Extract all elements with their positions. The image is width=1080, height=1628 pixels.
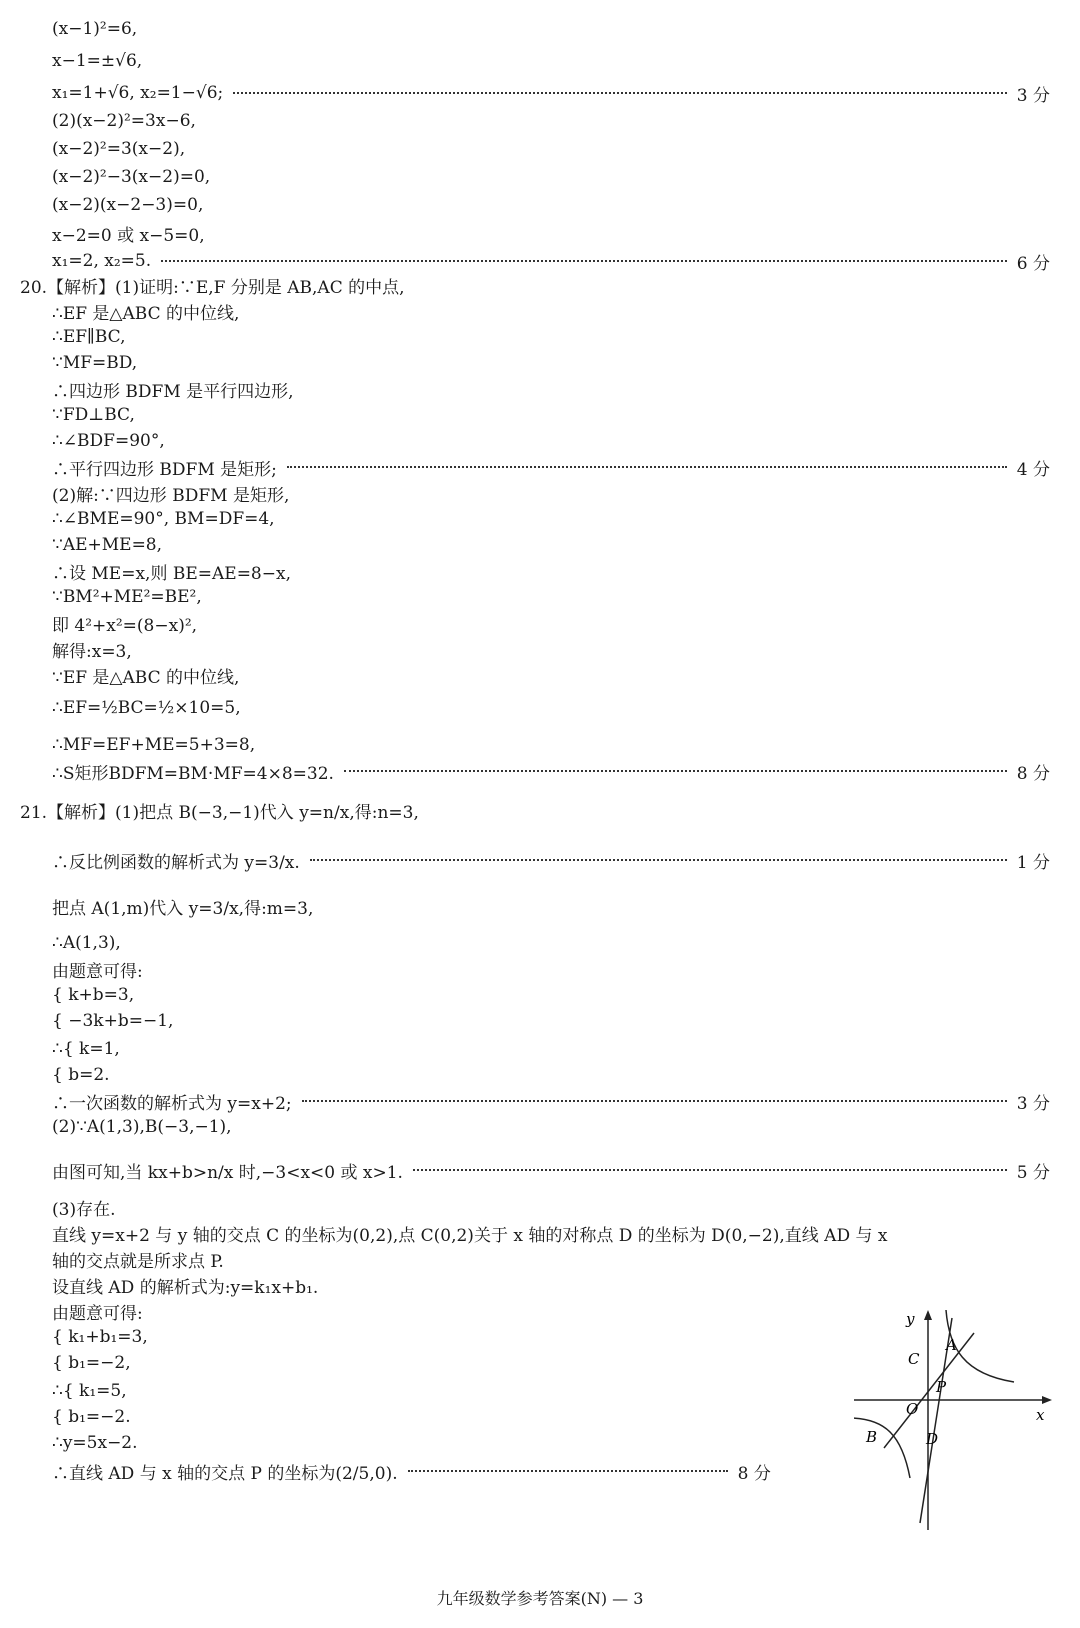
answer-line-text: ∴EF 是△ABC 的中位线, [52,303,240,324]
answer-line-text: ∵EF 是△ABC 的中位线, [52,667,240,688]
answer-line-text: ∴S矩形BDFM=BM·MF=4×8=32. [52,763,334,784]
answer-line [52,1272,1050,1298]
label-a: A [946,1336,957,1354]
answer-line-text: (x−2)²−3(x−2)=0, [52,167,211,187]
answer-line [52,16,1050,42]
answer-line [52,48,1050,74]
answer-line-text: (x−1)²=6, [52,19,138,39]
score-mark: 4 分 [1016,459,1050,480]
answer-line [52,662,1050,688]
answer-line [52,886,1050,926]
label-o: O [906,1400,919,1418]
answer-line-text: 把点 A(1,m)代入 y=3/x,得:m=3, [52,898,314,919]
answer-line [52,758,1050,784]
answer-line [52,1036,1050,1062]
answer-line-text: ∴EF=½BC=½×10=5, [52,698,241,718]
answer-line [52,1246,1050,1272]
score-mark: 1 分 [1016,852,1050,873]
answer-line-text: 设直线 AD 的解析式为:y=k₁x+b₁. [52,1277,319,1298]
score-mark: 6 分 [1016,253,1050,274]
dot-leader [344,770,1007,772]
answer-line-text: 解得:x=3, [52,641,132,662]
answer-line [52,192,1050,218]
answer-line-text: { b₁=−2, [52,1353,131,1373]
answer-line-text: (x−2)²=3(x−2), [52,139,186,159]
answer-line-text: ∵BM²+ME²=BE², [52,587,202,607]
answer-line [52,558,1050,584]
answer-line-text: 轴的交点就是所求点 P. [52,1251,224,1272]
answer-line-text: 直线 y=x+2 与 y 轴的交点 C 的坐标为(0,2),点 C(0,2)关于 x 轴的对称点 D 的坐标为 D(0,−2),直线 AD 与 x [52,1225,888,1246]
answer-line-text: x₁=1+√6, x₂=1−√6; [52,83,224,103]
answer-line-text: { b₁=−2. [52,1407,131,1427]
answer-line [52,164,1050,190]
answer-line [52,982,1050,1008]
answer-line [52,428,1050,454]
answer-line [52,1008,1050,1034]
answer-line [52,930,1050,956]
answer-line [52,506,1050,532]
answer-line [52,136,1050,162]
answer-line-text: ∴平行四边形 BDFM 是矩形; [52,459,277,480]
label-c: C [908,1350,920,1368]
answer-line [52,1062,1050,1088]
score-mark: 3 分 [1016,1093,1050,1114]
score-mark: 5 分 [1016,1162,1050,1183]
score-mark: 8 分 [1016,763,1050,784]
answer-line [52,956,1050,982]
answer-line-text: ∵FD⊥BC, [52,405,135,425]
answer-line [20,790,1050,830]
answer-line-text: 由图可知,当 kx+b>n/x 时,−3<x<0 或 x>1. [52,1162,403,1183]
answer-line-text: x−2=0 或 x−5=0, [52,225,205,246]
answer-line-text: (3)存在. [52,1199,116,1220]
answer-line-text: ∵MF=BD, [52,353,138,373]
y-axis-arrow [924,1310,932,1320]
answer-line-text: x−1=±√6, [52,51,143,71]
answer-line-text: ∴设 ME=x,则 BE=AE=8−x, [52,563,291,584]
answer-line [52,1150,1050,1190]
answer-line [52,376,1050,402]
label-p: P [936,1378,947,1396]
function-graph [854,1308,1054,1530]
answer-line-text: (2)(x−2)²=3x−6, [52,111,196,131]
answer-line-text: x₁=2, x₂=5. [52,251,152,271]
answer-line-text: ∴MF=EF+ME=5+3=8, [52,735,256,755]
answer-line [52,402,1050,428]
answer-line-text: ∴EF∥BC, [52,327,126,347]
answer-line [52,1088,1050,1114]
answer-line-text: { k+b=3, [52,985,135,1005]
page-footer: 九年级数学参考答案(N) — 3 [436,1589,644,1608]
answer-line-text: ∵AE+ME=8, [52,535,163,555]
answer-line-text: { −3k+b=−1, [52,1011,174,1031]
answer-line [52,298,1050,324]
label-b: B [866,1428,878,1446]
answer-line-text: ∴y=5x−2. [52,1433,138,1453]
answer-line [52,584,1050,610]
dot-leader [413,1169,1007,1171]
answer-line [52,80,1050,106]
answer-line-text: ∴{ k=1, [52,1039,120,1059]
score-mark: 8 分 [737,1463,771,1484]
answer-line-text: (x−2)(x−2−3)=0, [52,195,204,215]
answer-line-text: 由题意可得: [52,961,143,982]
answer-line [52,1194,1050,1220]
label-x: x [1036,1406,1045,1424]
x-axis-arrow [1042,1396,1052,1404]
answer-line [52,688,1050,728]
answer-line [20,272,1050,298]
answer-line-text: ∴一次函数的解析式为 y=x+2; [52,1093,292,1114]
answer-line [52,532,1050,558]
dot-leader [233,92,1007,94]
dot-leader [302,1100,1007,1102]
answer-line-text: ∴反比例函数的解析式为 y=3/x. [52,852,300,873]
answer-line-text: (2)∵A(1,3),B(−3,−1), [52,1117,232,1137]
answer-line-text: (2)解:∵四边形 BDFM 是矩形, [52,485,290,506]
hyperbola-branch-lower [854,1418,910,1478]
answer-line [52,108,1050,134]
answer-line-text: { k₁+b₁=3, [52,1327,148,1347]
dot-leader [310,859,1007,861]
answer-line [52,454,1050,480]
answer-line [52,220,1050,246]
dot-leader [408,1470,728,1472]
answer-line-text: 20.【解析】(1)证明:∵E,F 分别是 AB,AC 的中点, [20,277,405,298]
label-y: y [906,1310,915,1328]
score-mark: 3 分 [1016,85,1050,106]
dot-leader [161,260,1007,262]
answer-line [52,248,1050,274]
answer-line-text: 由题意可得: [52,1303,143,1324]
dot-leader [287,466,1007,468]
answer-line-text: ∴四边形 BDFM 是平行四边形, [52,381,294,402]
answer-line [52,324,1050,350]
answer-line-text: 即 4²+x²=(8−x)², [52,615,198,636]
answer-line [52,636,1050,662]
answer-line-text: { b=2. [52,1065,110,1085]
answer-line-text: ∴∠BME=90°, BM=DF=4, [52,509,275,529]
answer-line [52,840,1050,880]
answer-line-text: ∴直线 AD 与 x 轴的交点 P 的坐标为(2/5,0). [52,1463,398,1484]
answer-line [52,350,1050,376]
answer-line [52,1114,1050,1140]
answer-line [52,732,1050,758]
answer-line-text: 21.【解析】(1)把点 B(−3,−1)代入 y=n/x,得:n=3, [20,802,419,823]
answer-line-text: ∴A(1,3), [52,933,121,953]
answer-line [52,1220,1050,1246]
answer-line-text: ∴∠BDF=90°, [52,431,165,451]
answer-line [52,610,1050,636]
answer-line [52,480,1050,506]
answer-line-text: ∴{ k₁=5, [52,1381,127,1401]
label-d: D [926,1430,939,1448]
